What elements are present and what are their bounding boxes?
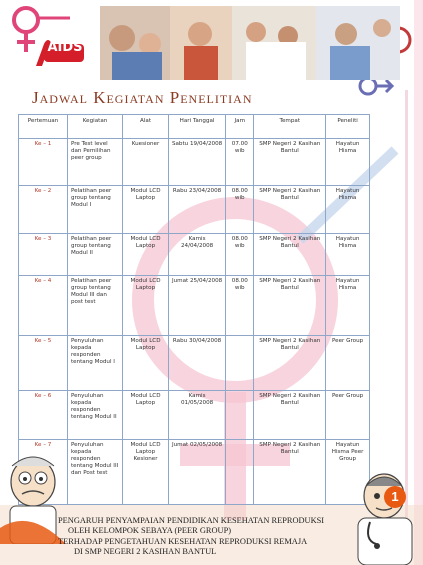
cell-place: SMP Negeri 2 Kasihan Bantul <box>254 186 326 234</box>
cell-activity: Pre Test level dan Pemilihan peer group <box>67 139 122 186</box>
footer-line: OLEH KELOMPOK SEBAYA (PEER GROUP) <box>68 526 232 536</box>
cell-tool: Modul LCD Laptop Kesioner <box>123 440 169 505</box>
cell-time: 08.00 wib <box>226 234 254 276</box>
table-header-row <box>19 115 370 139</box>
table-row <box>19 391 370 440</box>
aids-logo-text: AIDS <box>47 40 83 55</box>
cell-researcher: Hayatun Hisma <box>326 234 370 276</box>
cell-place: SMP Negeri 2 Kasihan Bantul <box>254 234 326 276</box>
cell-activity: Penyuluhan kepada responden tentang Modul II <box>67 391 122 440</box>
table-row <box>19 234 370 276</box>
header-jam: Jam <box>226 115 254 139</box>
cell-place: SMP Negeri 2 Kasihan Bantul <box>254 440 326 505</box>
cell-researcher: Hayatun Hisma Peer Group <box>326 440 370 505</box>
cell-date: Sabtu 19/04/2008 <box>168 139 225 186</box>
cell-meeting: Ke – 2 <box>19 186 68 234</box>
cell-meeting: Ke – 4 <box>19 276 68 336</box>
cell-tool: Modul LCD Laptop <box>123 186 169 234</box>
cell-activity: Pelatihan peer group tentang Modul III dan post test <box>67 276 122 336</box>
table-row <box>19 139 370 186</box>
page-number-badge: 1 <box>384 486 406 508</box>
cell-date: Kamis 01/05/2008 <box>168 391 225 440</box>
footer-title <box>58 516 348 558</box>
table-row <box>19 276 370 336</box>
cell-tool: Modul LCD Laptop <box>123 276 169 336</box>
cell-researcher: Peer Group <box>326 336 370 391</box>
cell-date: Jumat 02/05/2008 <box>168 440 225 505</box>
header-hari-tanggal: Hari Tanggal <box>168 115 225 139</box>
footer-line: PENGARUH PENYAMPAIAN PENDIDIKAN KESEHATAN REPRODUKSI <box>58 516 325 525</box>
cell-tool: Modul LCD Laptop <box>123 336 169 391</box>
cell-tool: Kuesioner <box>123 139 169 186</box>
cell-researcher: Hayatun Hisma <box>326 186 370 234</box>
cell-activity: Pelatihan peer group tentang Modul I <box>67 186 122 234</box>
banner-photo-collage <box>100 6 400 80</box>
cell-time <box>226 391 254 440</box>
cell-time: 07.00 wib <box>226 139 254 186</box>
cell-time <box>226 336 254 391</box>
cell-place: SMP Negeri 2 Kasihan Bantul <box>254 139 326 186</box>
cell-meeting: Ke – 1 <box>19 139 68 186</box>
table-row <box>19 336 370 391</box>
cell-date: Rabu 30/04/2008 <box>168 336 225 391</box>
header-tempat: Tempat <box>254 115 326 139</box>
cell-place: SMP Negeri 2 Kasihan Bantul <box>254 276 326 336</box>
cartoon-doctor-right <box>340 460 423 565</box>
cell-place: SMP Negeri 2 Kasihan Bantul <box>254 336 326 391</box>
cartoon-doctor-left <box>0 448 66 544</box>
cell-date: Kamis 24/04/2008 <box>168 234 225 276</box>
header-alat: Alat <box>123 115 169 139</box>
footer-line: TERHADAP PENGETAHUAN KESEHATAN REPRODUKSI REMAJA <box>58 536 308 546</box>
cell-meeting: Ke – 6 <box>19 391 68 440</box>
cell-meeting: Ke – 5 <box>19 336 68 391</box>
cell-time: 08.00 wib <box>226 276 254 336</box>
cell-activity: Pelatihan peer group tentang Modul II <box>67 234 122 276</box>
cell-time: 08.00 wib <box>226 186 254 234</box>
schedule-table <box>18 114 370 505</box>
cell-researcher: Hayatun Hisma <box>326 276 370 336</box>
cell-place: SMP Negeri 2 Kasihan Bantul <box>254 391 326 440</box>
cell-meeting: Ke – 3 <box>19 234 68 276</box>
table-row <box>19 440 370 505</box>
header-kegiatan: Kegiatan <box>67 115 122 139</box>
cell-activity: Penyuluhan kepada responden tentang Modul III dan Post test <box>67 440 122 505</box>
cell-activity: Penyuluhan kepada responden tentang Modul I <box>67 336 122 391</box>
cell-meeting: Ke – 7 <box>19 440 68 505</box>
cell-tool: Modul LCD Laptop <box>123 234 169 276</box>
cell-researcher: Hayatun Hisma <box>326 139 370 186</box>
cell-researcher: Peer Group <box>326 391 370 440</box>
cell-date: Rabu 23/04/2008 <box>168 186 225 234</box>
cell-time <box>226 440 254 505</box>
cell-tool: Modul LCD Laptop <box>123 391 169 440</box>
header-peneliti: Peneliti <box>326 115 370 139</box>
cell-date: Jumat 25/04/2008 <box>168 276 225 336</box>
footer-line: DI SMP NEGERI 2 KASIHAN BANTUL <box>74 547 217 557</box>
table-row <box>19 186 370 234</box>
page-title: Jadwal Kegiatan Penelitian <box>32 88 253 107</box>
header-pertemuan: Pertemuan <box>19 115 68 139</box>
